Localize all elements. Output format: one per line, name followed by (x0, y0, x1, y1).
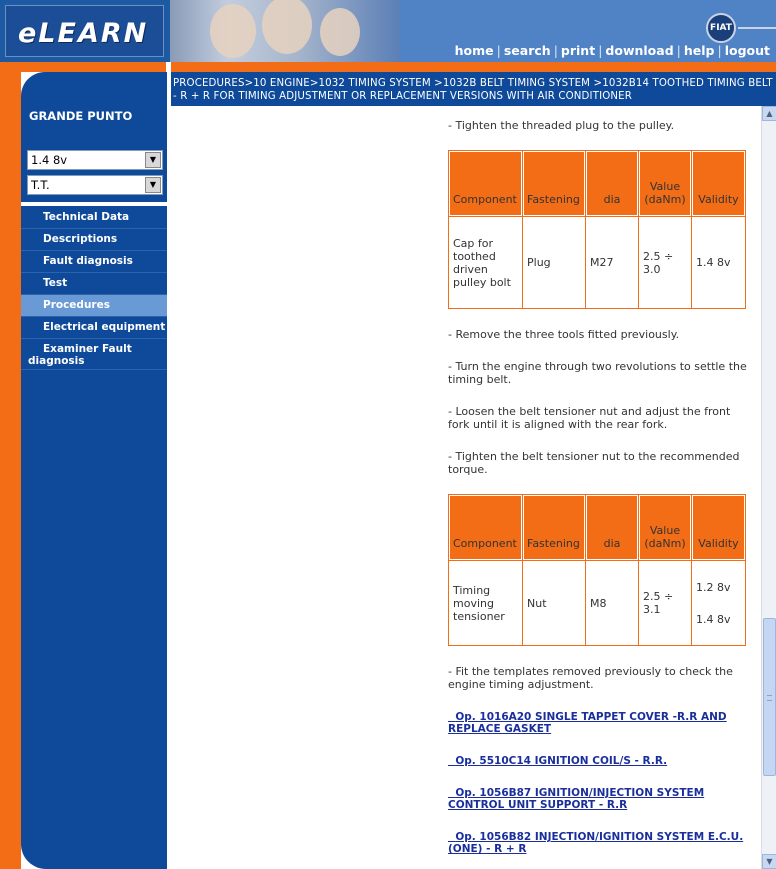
table-header: Value (daNm) (639, 495, 691, 560)
engine-select[interactable] (27, 150, 163, 170)
table-cell (692, 561, 745, 645)
vertical-scrollbar[interactable] (761, 106, 776, 869)
type-select-value: T.T. (31, 178, 50, 192)
table-header: Fastening (523, 151, 585, 216)
sidebar-top-curve (21, 72, 167, 106)
step-text: - Turn the engine through two revolutions to settle the timing belt. (448, 360, 747, 386)
table-header: Validity (692, 151, 745, 216)
table-row (449, 217, 745, 308)
step-text: - Tighten the threaded plug to the pulley. (448, 119, 675, 132)
sidebar-item-test[interactable]: Test (21, 273, 167, 295)
logo-text: eLEARN (18, 18, 149, 49)
orange-band (0, 62, 776, 72)
type-select[interactable] (27, 175, 163, 195)
related-op-item (448, 831, 748, 855)
grip-icon (767, 695, 772, 701)
nav-logout-link[interactable]: logout (724, 43, 770, 58)
sidebar-item-descriptions[interactable]: Descriptions (21, 229, 167, 251)
validity-value: 1.2 8v (696, 580, 731, 594)
related-op-item (448, 787, 748, 811)
nav-separator: | (553, 43, 558, 58)
nav-separator: | (676, 43, 681, 58)
related-op-item (448, 755, 748, 767)
nav-search-link[interactable]: search (503, 43, 551, 58)
related-op-link[interactable]: Op. 1056B82 INJECTION/IGNITION SYSTEM E.C.U. (ONE) - R + R (448, 831, 744, 855)
chevron-down-icon[interactable]: ▼ (145, 152, 161, 168)
scroll-down-icon[interactable]: ▼ (762, 854, 776, 869)
step-text: - Remove the three tools fitted previously. (448, 328, 680, 341)
nav-separator: | (496, 43, 501, 58)
table-cell: 2.5 ÷ 3.1 (639, 561, 691, 645)
table-cell: M8 (586, 561, 638, 645)
validity-value: 1.4 8v (696, 612, 731, 626)
sidebar-item-examiner-fault-diagnosis[interactable]: Examiner Fault diagnosis (21, 339, 167, 370)
step-text: - Tighten the belt tensioner nut to the recommended torque. (448, 450, 740, 476)
table-row (449, 561, 745, 645)
related-op-item (448, 711, 748, 735)
engine-select-value: 1.4 8v (31, 153, 68, 167)
table-header: Validity (692, 495, 745, 560)
step-text: - Loosen the belt tensioner nut and adjust the front fork until it is aligned with the rear fork. (448, 405, 731, 431)
sidebar-item-fault-diagnosis[interactable]: Fault diagnosis (21, 251, 167, 273)
sidebar-bottom-curve (21, 844, 167, 869)
nav-separator: | (717, 43, 722, 58)
breadcrumb: PROCEDURES>10 ENGINE>1032 TIMING SYSTEM >1032B BELT TIMING SYSTEM >1032B14 TOOTHED TIMING BELT - R + R FOR TIMING ADJUSTMENT OR REPLACEMENT VERSIONS WITH AIR CONDITIONER (173, 78, 773, 102)
table-cell: 2.5 ÷ 3.0 (639, 217, 691, 308)
nav-help-link[interactable]: help (683, 43, 715, 58)
breadcrumb-bar (171, 72, 776, 106)
header (0, 0, 776, 62)
torque-table (448, 494, 746, 646)
table-cell: 1.4 8v (692, 217, 745, 308)
header-photo (170, 0, 400, 62)
sidebar-item-procedures[interactable]: Procedures (21, 295, 167, 317)
table-cell: Nut (523, 561, 585, 645)
nav-home-link[interactable]: home (454, 43, 494, 58)
related-op-link[interactable]: Op. 1016A20 SINGLE TAPPET COVER -R.R AND REPLACE GASKET (448, 711, 727, 735)
sidebar-item-electrical-equipment[interactable]: Electrical equipment (21, 317, 167, 339)
sidebar-divider (21, 202, 167, 206)
nav-separator: | (598, 43, 603, 58)
step-text: - Fit the templates removed previously to check the engine timing adjustment. (448, 665, 733, 691)
torque-table (448, 150, 746, 309)
chevron-down-icon[interactable]: ▼ (145, 177, 161, 193)
table-cell: Cap for toothed driven pulley bolt (449, 217, 522, 308)
badge-line (738, 27, 776, 29)
nav-print-link[interactable]: print (560, 43, 596, 58)
top-navigation (455, 43, 770, 58)
table-header: dia (586, 151, 638, 216)
left-orange-strip (0, 62, 21, 869)
related-op-link[interactable]: Op. 5510C14 IGNITION COIL/S - R.R. (455, 755, 668, 767)
scrollbar-thumb[interactable] (763, 618, 776, 776)
scroll-up-icon[interactable]: ▲ (762, 106, 776, 121)
table-cell: Plug (523, 217, 585, 308)
table-header: Component (449, 151, 522, 216)
model-title: GRANDE PUNTO (29, 109, 133, 123)
sidebar-menu (21, 207, 167, 370)
sidebar (21, 72, 167, 869)
nav-download-link[interactable]: download (605, 43, 674, 58)
sidebar-item-technical-data[interactable]: Technical Data (21, 207, 167, 229)
table-cell: Timing moving tensioner (449, 561, 522, 645)
related-op-link[interactable]: Op. 1056B87 IGNITION/INJECTION SYSTEM CONTROL UNIT SUPPORT - R.R (448, 787, 705, 811)
table-cell: M27 (586, 217, 638, 308)
elearn-logo[interactable] (5, 5, 164, 57)
table-header: Fastening (523, 495, 585, 560)
table-header: Value (daNm) (639, 151, 691, 216)
table-header: dia (586, 495, 638, 560)
fiat-logo-icon: FIAT (706, 13, 736, 43)
table-header: Component (449, 495, 522, 560)
